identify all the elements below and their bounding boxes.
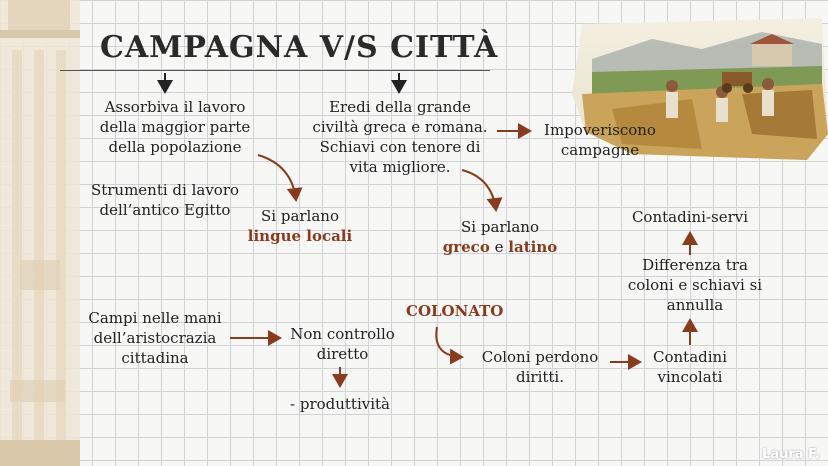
productivity-text: - produttività [290, 395, 390, 413]
arrow-to-local [258, 155, 296, 200]
author-watermark: Laura F. [762, 447, 820, 462]
serfs-text: Contadini-servi [631, 208, 749, 226]
colonato-label: COLONATO [406, 302, 504, 320]
city-heirs-text: Eredi della grande civiltà greca e romana. Schiavi con tenore di vita migliore. [312, 98, 488, 176]
fields-text: Campi nelle mani dell’aristocrazia cittadina [88, 309, 222, 367]
difference-text: Differenza tra coloni e schiavi si annulla [627, 256, 763, 314]
colonists-text: Coloni perdono diritti. [481, 348, 599, 386]
greco-highlight: greco [442, 238, 490, 256]
tools-text: Strumenti di lavoro dell’antico Egitto [90, 181, 240, 219]
arrow-to-colonists [436, 327, 462, 357]
latino-highlight: latino [508, 238, 558, 256]
impoverish-text: Impoveriscono campagne [544, 121, 656, 159]
bound-peasants-text: Contadini vincolati [653, 348, 727, 386]
rural-labor-text: Assorbiva il lavoro della maggior parte della popolazione [99, 98, 251, 156]
local-languages-highlight: lingue locali [247, 227, 353, 245]
greek-latin-text: Si parlano greco e latino [442, 218, 558, 256]
no-control-text: Non controllo diretto [290, 325, 395, 363]
local-languages-text: Si parlano lingue locali [247, 207, 353, 245]
page-title: CAMPAGNA V/S CITTÀ [100, 30, 499, 65]
